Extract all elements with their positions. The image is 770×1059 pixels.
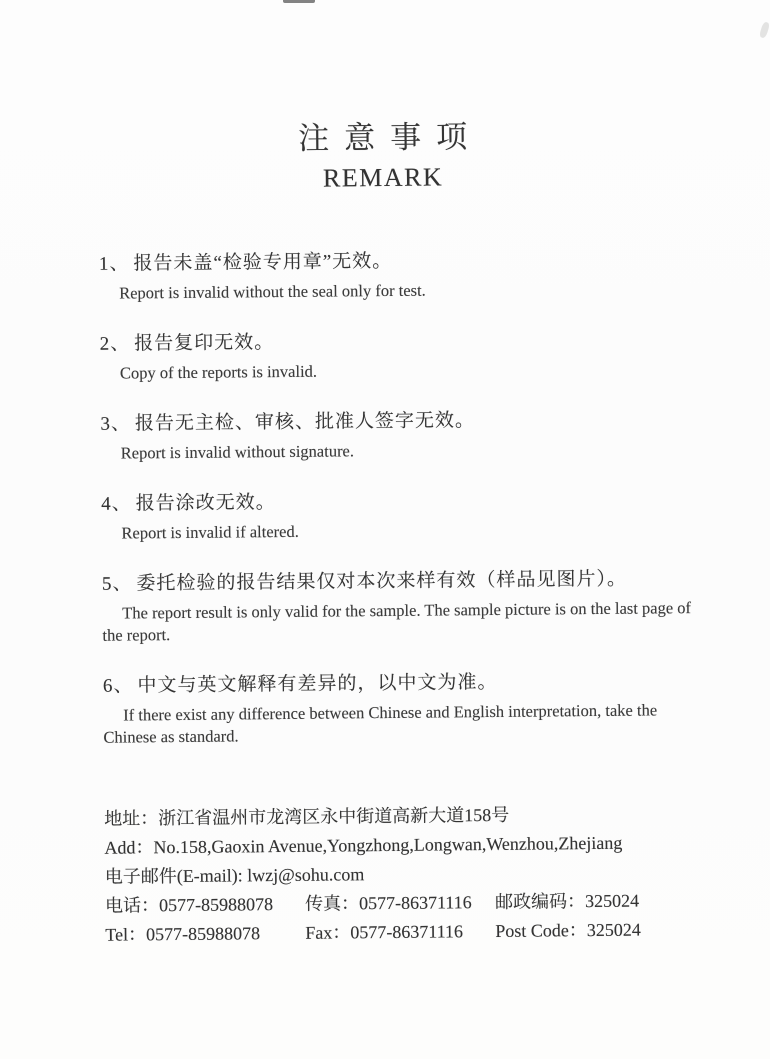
address-line-chinese: 地址：浙江省温州市龙湾区永中街道高新大道158号 (104, 804, 510, 829)
contact-footer (104, 799, 715, 950)
postcode-english: Post Code：325024 (495, 919, 641, 941)
item-text-english: The report result is only valid for the sample. The sample picture is on the last page of the report. (102, 598, 692, 645)
item-text-chinese: 中文与英文解释有差异的，以中文为准。 (137, 671, 498, 697)
item-number: 4、 (101, 493, 132, 515)
email-line: 电子邮件(E-mail): lwzj@sohu.com (104, 864, 365, 887)
item-text-chinese: 报告复印无效。 (134, 332, 275, 355)
remark-item-3 (100, 406, 692, 465)
item-text-chinese: 委托检验的报告结果仅对本次来样有效（样品见图片）。 (136, 568, 628, 595)
item-text-english: Report is invalid without signature. (120, 441, 355, 463)
fax-english: Fax：0577-86371116 (305, 921, 464, 943)
item-text-english: Report is invalid if altered. (121, 521, 299, 543)
remark-item-4 (101, 486, 693, 545)
page-title-chinese: 注意事项 (298, 119, 483, 156)
remark-item-5 (102, 566, 695, 647)
item-text-english: Copy of the reports is invalid. (119, 361, 318, 383)
item-text-chinese: 报告无主检、审核、批准人签字无效。 (134, 410, 476, 435)
item-text-chinese: 报告未盖“检验专用章”无效。 (133, 250, 393, 275)
item-text-english: If there exist any difference between Chinese and English interpretation, take the Chinese as standard. (103, 700, 658, 747)
remark-item-6 (103, 668, 696, 749)
item-text-english: Report is invalid without the seal only for test. (119, 280, 426, 303)
item-number: 3、 (100, 413, 132, 435)
item-number: 5、 (101, 573, 133, 595)
remark-item-2 (100, 326, 692, 385)
telephone-english: Tel：0577-85988078 (105, 923, 261, 945)
item-text-chinese: 报告涂改无效。 (135, 492, 276, 515)
remark-items-list (99, 246, 696, 749)
item-number: 6、 (102, 675, 134, 697)
address-line-english: Add：No.158,Gaoxin Avenue,Yongzhong,Longwan,Wenzhou,Zhejiang (104, 832, 623, 858)
item-number: 1、 (98, 253, 130, 275)
remark-item-1 (99, 246, 691, 305)
fax-chinese: 传真：0577-86371116 (304, 892, 472, 914)
page-title-english: REMARK (322, 162, 444, 193)
telephone-chinese: 电话：0577-85988078 (104, 894, 274, 916)
item-number: 2、 (99, 333, 131, 355)
phone-row-english (105, 915, 715, 950)
postcode-chinese: 邮政编码：325024 (494, 890, 640, 912)
